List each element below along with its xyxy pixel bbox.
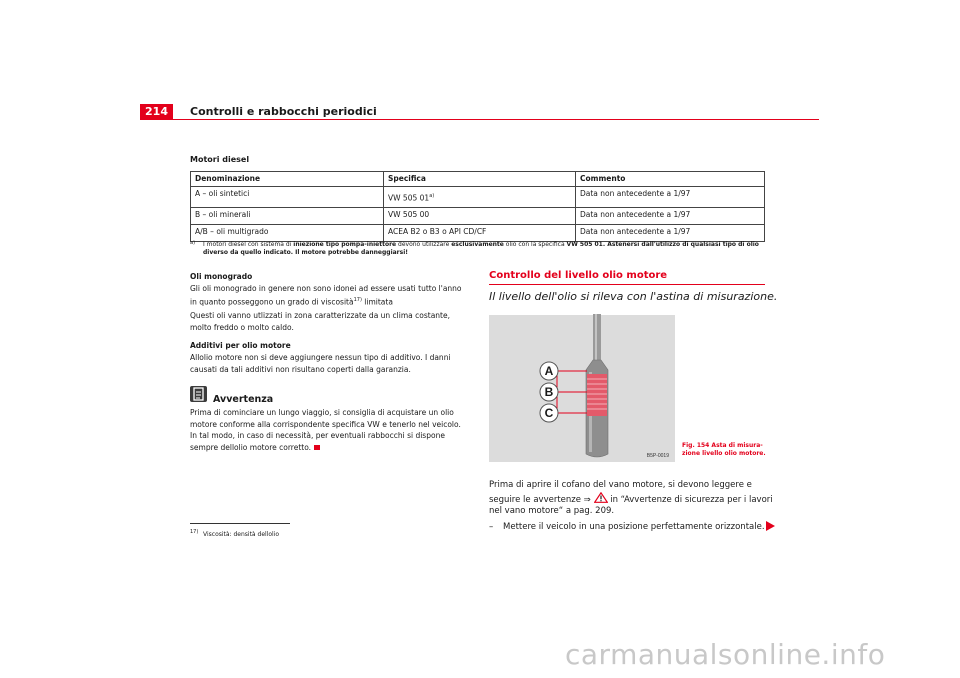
table-row xyxy=(191,208,765,225)
table-cell: ACEA B2 o B3 o API CD/CF xyxy=(384,225,576,242)
table-cell: Data non antecedente a 1/97 xyxy=(576,187,765,208)
table-cell: Data non antecedente a 1/97 xyxy=(576,208,765,225)
continue-arrow-icon xyxy=(766,521,775,531)
table-footnote: I motori diesel con sistema di iniezione tipo pompa-iniettore devono utilizzare esclusivamente olio con la specifica VW 505 01. Astenersi dall'utilizzo di qualsiasi tipo di olio diverso da quello indicato. Il motore potrebbe danneggiarsi! xyxy=(203,241,759,256)
warning-text: Prima di cominciare un lungo viaggio, si consiglia di acquistare un olio motore conforme alla corrispondente specifica VW e tenerlo nel veicolo. In tal modo, in caso di necessità, per eventuali rabbocchi si dispone sempre dellolio motore corretto. xyxy=(190,408,461,452)
clipboard-icon xyxy=(190,386,207,402)
table-footnote-mark: a) xyxy=(190,240,196,246)
table-cell: VW 505 00 xyxy=(384,208,576,225)
warning-triangle-icon xyxy=(594,492,608,503)
climate-text: Questi oli vanno utlizzati in zona caratterizzate da un clima costante, molto freddo o molto caldo. xyxy=(190,311,450,332)
footnote-text: Viscosità: densità dellolio xyxy=(203,531,280,538)
step-text: Mettere il veicolo in una posizione perfettamente orizzontale. xyxy=(503,522,765,532)
mono-oils-heading: Oli monogrado xyxy=(190,272,253,281)
marking-zone xyxy=(587,374,607,416)
additives-heading: Additivi per olio motore xyxy=(190,341,291,350)
step-dash: – xyxy=(489,522,494,532)
table-cell: A – oli sintetici xyxy=(191,187,384,208)
table-cell: Data non antecedente a 1/97 xyxy=(576,225,765,242)
dipstick-figure xyxy=(489,314,675,462)
warning-title: Avvertenza xyxy=(213,394,274,405)
note-icon xyxy=(190,386,207,402)
page-header-title: Controlli e rabbocchi periodici xyxy=(190,105,377,118)
oil-level-subheading: Il livello dell'olio si rileva con l'astina di misurazione. xyxy=(489,290,778,303)
table-header-cell: Commento xyxy=(576,172,765,187)
page-number: 214 xyxy=(145,105,168,118)
label-a xyxy=(540,362,558,380)
oil-spec-table xyxy=(190,171,765,242)
footnote-mark: 17) xyxy=(190,529,199,535)
table-cell: B – oli minerali xyxy=(191,208,384,225)
oil-level-heading: Controllo del livello olio motore xyxy=(489,270,668,281)
spec-value: VW 505 01 xyxy=(388,193,430,203)
header-rule xyxy=(173,119,819,120)
additives-text: Allolio motore non si deve aggiungere nessun tipo di additivo. I danni causati da tali additivi non risultano coperti dalla garanzia. xyxy=(190,353,451,374)
figure-code: B5P-0019 xyxy=(646,453,669,459)
section-title: Motori diesel xyxy=(190,155,250,164)
safety-paragraph: Prima di aprire il cofano del vano motore, si devono leggere e seguire le avvertenze ⇒ in “Avvertenze di sicurezza per i lavori nel vano motore“ a pag. 209. xyxy=(489,480,773,516)
table-header-cell: Denominazione xyxy=(191,172,384,187)
table-cell xyxy=(384,187,576,208)
label-b xyxy=(540,383,558,401)
table-row xyxy=(191,225,765,242)
table-row xyxy=(191,187,765,208)
figure-caption: Fig. 154 Asta di misura-zione livello olio motore. xyxy=(682,442,766,457)
svg-text:C: C xyxy=(544,406,554,420)
heading-rule xyxy=(489,284,765,285)
table-cell: A/B – oli multigrado xyxy=(191,225,384,242)
svg-text:A: A xyxy=(544,364,554,378)
svg-text:B: B xyxy=(544,385,554,399)
table-header-row xyxy=(191,172,765,187)
footnote-rule xyxy=(190,523,290,524)
end-square-icon xyxy=(314,445,320,450)
footnote-ref: a) xyxy=(429,193,435,199)
table-header-cell: Specifica xyxy=(384,172,576,187)
watermark: carmanualsonline.info xyxy=(565,638,886,671)
label-c xyxy=(540,404,558,422)
mono-oils-text: Gli oli monogrado in genere non sono idonei ad essere usati tutto l'anno in quanto posseggono un grado di viscosità$^{17)}$ limitata xyxy=(190,284,462,306)
